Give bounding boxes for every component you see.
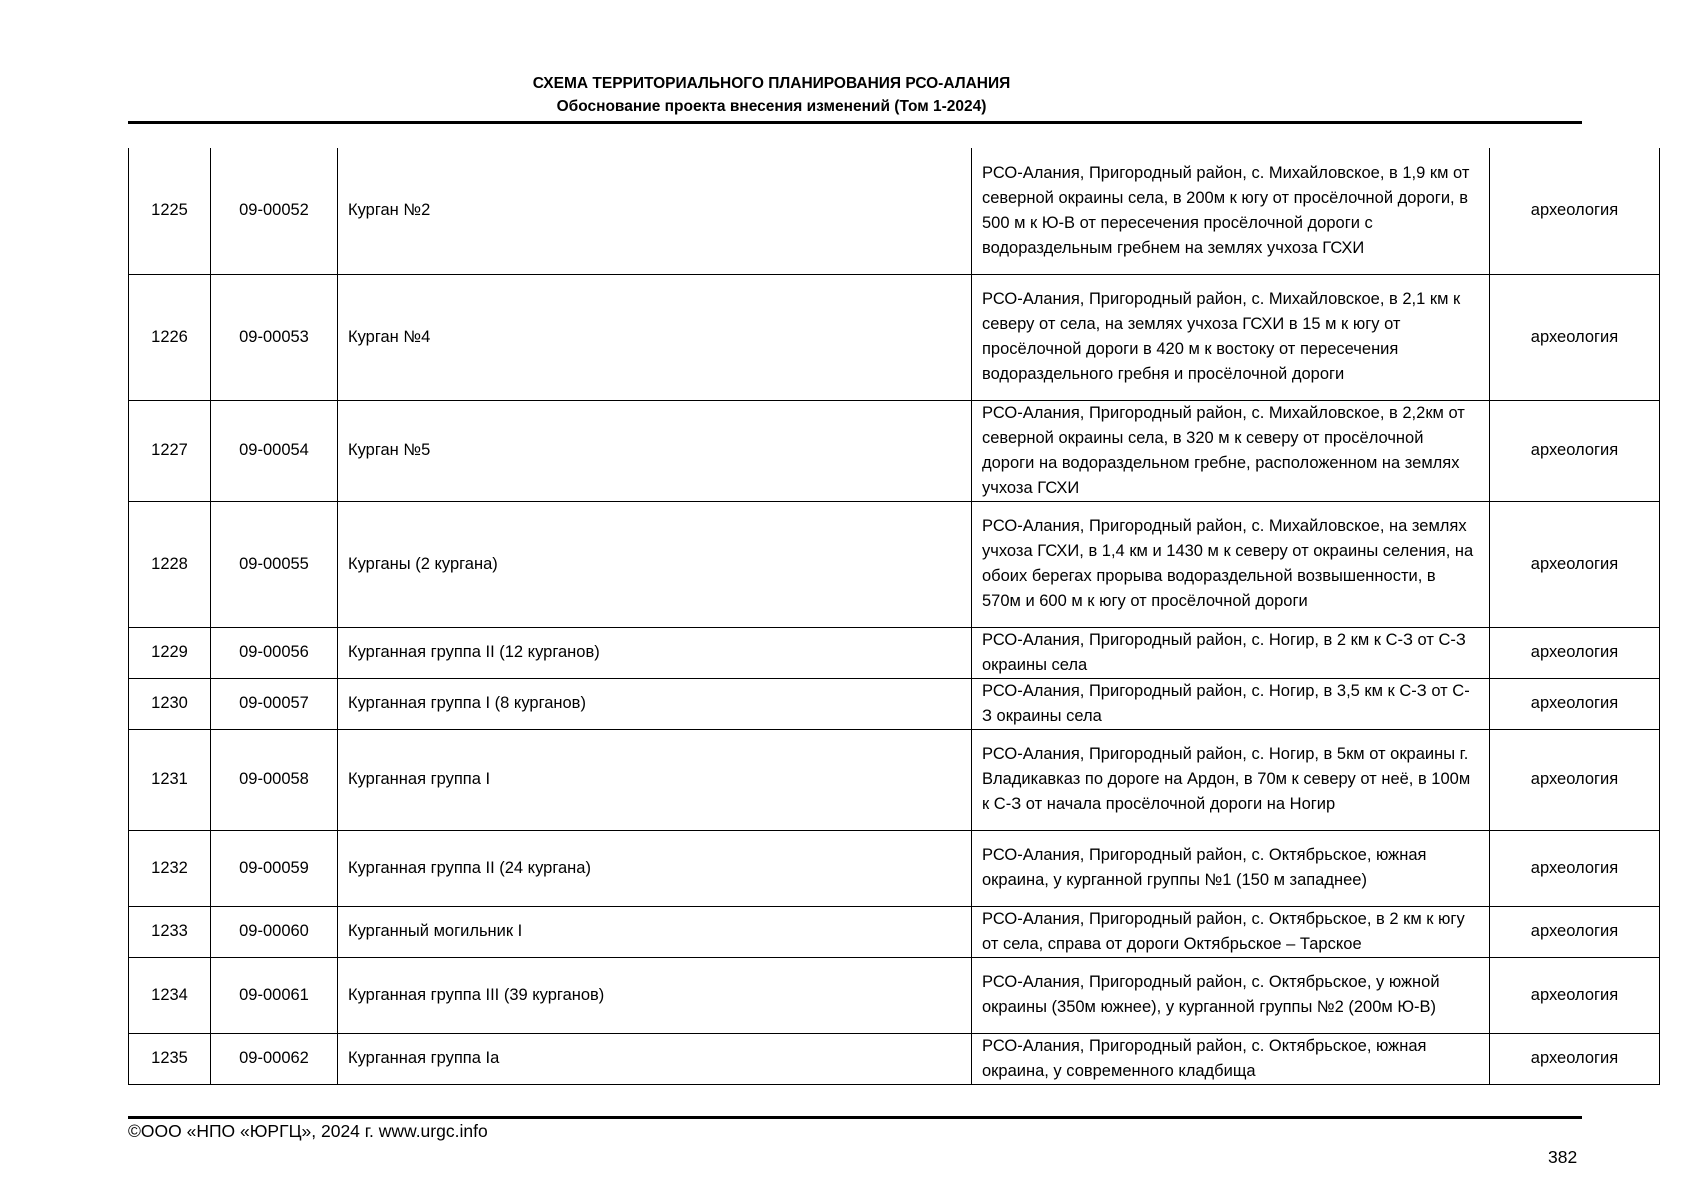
table-row (129, 1033, 1660, 1084)
registry-code: 09-00052 (211, 148, 338, 274)
object-name: Курганный могильник I (338, 906, 972, 957)
object-address: РСО-Алания, Пригородный район, с. Октябрьское, у южной окраины (350м южнее), у курганной группы №2 (200м Ю-В) (972, 957, 1490, 1033)
object-name: Курганная группа I (8 курганов) (338, 678, 972, 729)
object-name: Курганная группа Ia (338, 1033, 972, 1084)
table-row (129, 501, 1660, 627)
object-category: археология (1490, 729, 1660, 830)
object-address: РСО-Алания, Пригородный район, с. Ногир, в 5км от окраины г. Владикавказ по дороге на Ардон, в 70м к северу от неё, в 100м к С-З от начала просёлочной дороги на Ногир (972, 729, 1490, 830)
registry-code: 09-00062 (211, 1033, 338, 1084)
row-number: 1228 (129, 501, 211, 627)
registry-code: 09-00055 (211, 501, 338, 627)
object-address: РСО-Алания, Пригородный район, с. Октябрьское, южная окраина, у курганной группы №1 (150 м западнее) (972, 830, 1490, 906)
row-number: 1231 (129, 729, 211, 830)
page-number: 382 (1548, 1147, 1578, 1167)
object-address: РСО-Алания, Пригородный район, с. Октябрьское, южная окраина, у современного кладбища (972, 1033, 1490, 1084)
registry-code: 09-00054 (211, 400, 338, 501)
registry-code: 09-00059 (211, 830, 338, 906)
object-address: РСО-Алания, Пригородный район, с. Октябрьское, в 2 км к югу от села, справа от дороги Октябрьское – Тарское (972, 906, 1490, 957)
object-address: РСО-Алания, Пригородный район, с. Ногир, в 2 км к С-З от С-З окраины села (972, 627, 1490, 678)
object-name: Курганная группа III (39 курганов) (338, 957, 972, 1033)
table-row (129, 729, 1660, 830)
table-row (129, 400, 1660, 501)
object-category: археология (1490, 274, 1660, 400)
registry-code: 09-00058 (211, 729, 338, 830)
table-body (129, 148, 1660, 1084)
registry-code: 09-00060 (211, 906, 338, 957)
object-name: Курган №2 (338, 148, 972, 274)
object-address: РСО-Алания, Пригородный район, с. Ногир, в 3,5 км к С-З от С-З окраины села (972, 678, 1490, 729)
table-row (129, 830, 1660, 906)
object-category: археология (1490, 830, 1660, 906)
object-name: Курган №4 (338, 274, 972, 400)
object-category: археология (1490, 957, 1660, 1033)
table-row (129, 627, 1660, 678)
object-name: Курганная группа I (338, 729, 972, 830)
row-number: 1225 (129, 148, 211, 274)
registry-code: 09-00057 (211, 678, 338, 729)
registry-code: 09-00061 (211, 957, 338, 1033)
registry-code: 09-00056 (211, 627, 338, 678)
object-category: археология (1490, 400, 1660, 501)
object-category: археология (1490, 148, 1660, 274)
row-number: 1234 (129, 957, 211, 1033)
object-category: археология (1490, 501, 1660, 627)
row-number: 1226 (129, 274, 211, 400)
table-row (129, 148, 1660, 274)
object-category: археология (1490, 627, 1660, 678)
header-rule (128, 121, 1582, 124)
row-number: 1232 (129, 830, 211, 906)
object-name: Курганы (2 кургана) (338, 501, 972, 627)
object-name: Курган №5 (338, 400, 972, 501)
table-row (129, 957, 1660, 1033)
object-address: РСО-Алания, Пригородный район, с. Михайловское, в 2,2км от северной окраины села, в 320 м к северу от просёлочной дороги на водораздельном гребне, расположенном на землях учхоза ГСХИ (972, 400, 1490, 501)
footer-copyright: ©ООО «НПО «ЮРГЦ», 2024 г. www.urgc.info (128, 1121, 488, 1141)
heritage-objects-table (128, 148, 1660, 1085)
row-number: 1230 (129, 678, 211, 729)
table-row (129, 274, 1660, 400)
object-category: археология (1490, 1033, 1660, 1084)
table-row (129, 678, 1660, 729)
page-header (0, 72, 1697, 118)
object-name: Курганная группа II (24 кургана) (338, 830, 972, 906)
registry-code: 09-00053 (211, 274, 338, 400)
object-name: Курганная группа II (12 курганов) (338, 627, 972, 678)
document-title: СХЕМА ТЕРРИТОРИАЛЬНОГО ПЛАНИРОВАНИЯ РСО-АЛАНИЯ (532, 75, 1011, 92)
document-subtitle: Обоснование проекта внесения изменений (Том 1-2024) (556, 98, 987, 115)
row-number: 1233 (129, 906, 211, 957)
object-address: РСО-Алания, Пригородный район, с. Михайловское, в 1,9 км от северной окраины села, в 200м к югу от просёлочной дороги, в 500 м к Ю-В от пересечения просёлочной дороги с водораздельным гребнем на землях учхоза ГСХИ (972, 148, 1490, 274)
object-category: археология (1490, 906, 1660, 957)
object-address: РСО-Алания, Пригородный район, с. Михайловское, в 2,1 км к северу от села, на землях учхоза ГСХИ в 15 м к югу от просёлочной дороги в 420 м к востоку от пересечения водораздельного гребня и просёлочной дороги (972, 274, 1490, 400)
object-address: РСО-Алания, Пригородный район, с. Михайловское, на землях учхоза ГСХИ, в 1,4 км и 1430 м к северу от окраины селения, на обоих берегах прорыва водораздельной возвышенности, в 570м и 600 м к югу от просёлочной дороги (972, 501, 1490, 627)
row-number: 1229 (129, 627, 211, 678)
table-row (129, 906, 1660, 957)
row-number: 1227 (129, 400, 211, 501)
footer-rule (128, 1116, 1582, 1119)
row-number: 1235 (129, 1033, 211, 1084)
object-category: археология (1490, 678, 1660, 729)
